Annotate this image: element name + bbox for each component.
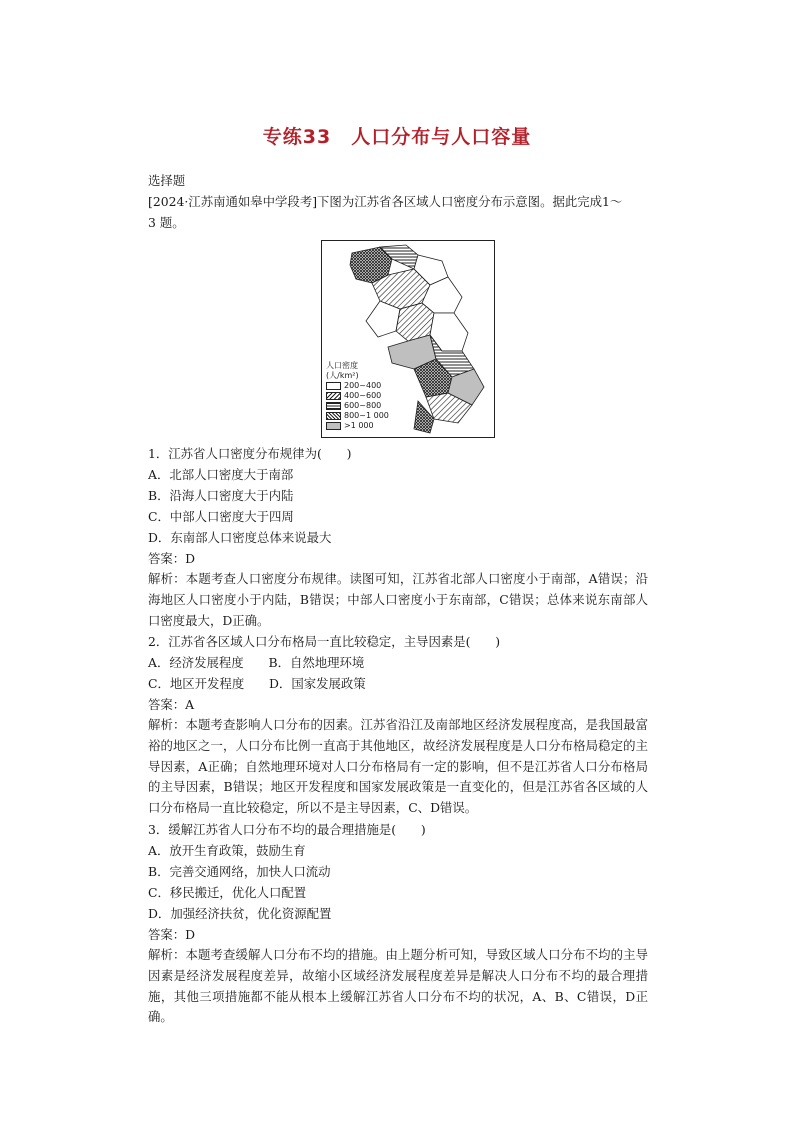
question-3-analysis: 解析：本题考查缓解人口分布不均的措施。由上题分析可知，导致区域人口分布不均的主导因素是经济发展程度差异，故缩小区域经济发展程度差异是解决人口分布不均的最合理措施，其他三项措施都不能从根本上缓解江苏省人口分布不均的状况，A、B、C错误，D正确。 [148, 947, 648, 1025]
legend-label: >1 000 [344, 421, 374, 430]
legend-item [326, 421, 389, 431]
map-legend [326, 361, 389, 431]
question-3-option-b: B．完善交通网络，加快人口流动 [148, 864, 331, 879]
question-2-options-row-1: A．经济发展程度 B．自然地理环境 [148, 655, 365, 670]
legend-label: 400~600 [344, 391, 382, 400]
page-title: 专练33 人口分布与人口容量 [262, 126, 532, 148]
question-1-option-a: A．北部人口密度大于南部 [148, 467, 294, 482]
question-2-stem: 2．江苏省各区域人口分布格局一直比较稳定，主导因素是( ) [148, 634, 501, 649]
legend-swatch [326, 392, 341, 400]
question-2-analysis: 解析：本题考查影响人口分布的因素。江苏省沿江及南部地区经济发展程度高，是我国最富裕的地区之一，人口分布比例一直高于其他地区，故经济发展程度是人口分布格局稳定的主导因素，A正确；自然地理环境对人口分布格局有一定的影响，但不是江苏省人口分布格局的主导因素，B错误；地区开发程度和国家发展政策是一直变化的，但是江苏省各区域的人口分布格局一直比较稳定，所以不是主导因素，C、D错误。 [148, 717, 648, 816]
legend-swatch [326, 422, 341, 430]
legend-label: 800~1 000 [344, 411, 389, 420]
question-2-options-row-2: C．地区开发程度 D．国家发展政策 [148, 676, 366, 691]
question-3-option-c: C．移民搬迁，优化人口配置 [148, 885, 307, 900]
question-1-option-c: C．中部人口密度大于四周 [148, 509, 294, 524]
legend-item [326, 411, 389, 421]
legend-label: 600~800 [344, 401, 382, 410]
question-1-stem: 1．江苏省人口密度分布规律为( ) [148, 446, 352, 461]
legend-unit: (人/km²) [326, 371, 359, 380]
question-3-option-a: A．放开生育政策，鼓励生育 [148, 843, 306, 858]
legend-title: 人口密度 [326, 361, 358, 370]
legend-swatch [326, 402, 341, 410]
legend-item [326, 401, 389, 411]
question-3-answer: 答案：D [148, 927, 196, 942]
population-density-map [321, 240, 495, 438]
legend-swatch [326, 412, 341, 420]
intro-line-1: [2024·江苏南通如皋中学段考]下图为江苏省各区域人口密度分布示意图。据此完成1～ [148, 194, 623, 209]
legend-item [326, 391, 389, 401]
legend-label: 200~400 [344, 381, 382, 390]
question-3-stem: 3．缓解江苏省人口分布不均的最合理措施是( ) [148, 822, 426, 837]
question-1-answer: 答案：D [148, 551, 196, 566]
legend-item [326, 381, 389, 391]
legend-swatch [326, 382, 341, 390]
question-2-answer: 答案：A [148, 697, 195, 712]
question-1-analysis: 解析：本题考查人口密度分布规律。读图可知，江苏省北部人口密度小于南部，A错误；沿海地区人口密度小于内陆，B错误；中部人口密度小于东南部，C错误；总体来说东南部人口密度最大，D正确。 [148, 571, 648, 628]
question-1-option-d: D．东南部人口密度总体来说最大 [148, 530, 332, 545]
question-1-option-b: B．沿海人口密度大于内陆 [148, 488, 294, 503]
question-3-option-d: D．加强经济扶贫，优化资源配置 [148, 906, 332, 921]
intro-line-2: 3 题。 [148, 215, 185, 230]
section-heading: 选择题 [148, 173, 186, 188]
